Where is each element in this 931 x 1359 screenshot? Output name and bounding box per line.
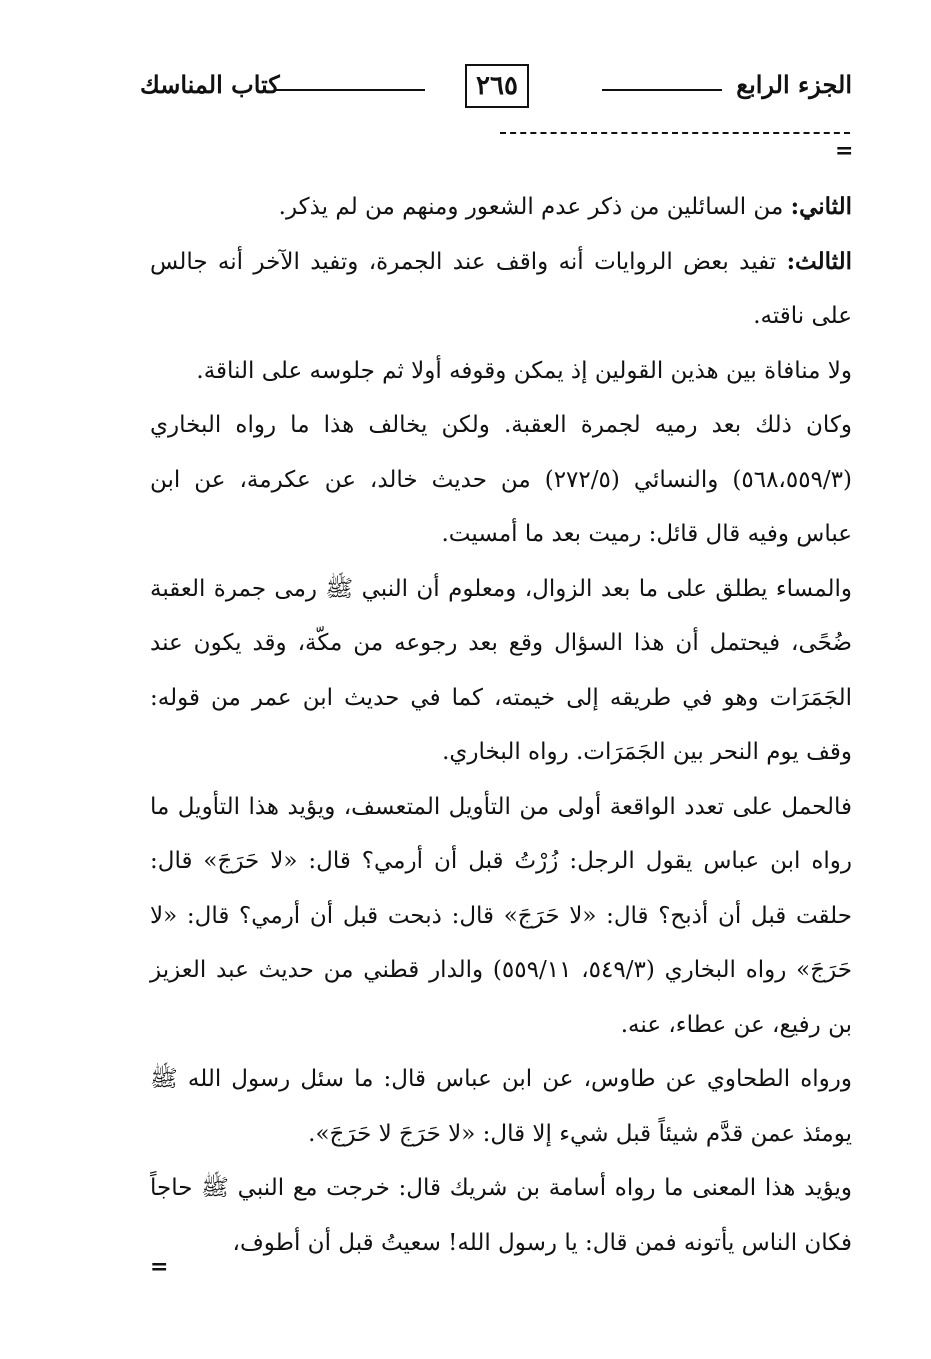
paragraph-third <box>150 235 852 344</box>
paragraph: ورواه الطحاوي عن طاوس، عن ابن عباس قال: ما سئل رسول الله ﷺ يومئذ عمن قدَّم شيئاً قبل شيء إلا قال: «لا حَرَجَ لا حَرَجَ». <box>150 1066 852 1147</box>
paragraph-label: الثاني: <box>790 193 852 220</box>
page-number: ٢٦٥ <box>465 64 529 108</box>
paragraph: ويؤيد هذا المعنى ما رواه أسامة بن شريك قال: خرجت مع النبي ﷺ حاجاً فكان الناس يأتونه فمن قال: يا رسول الله! سعيتُ قبل أن أطوف، <box>150 1175 852 1256</box>
paragraph-label: الثالث: <box>786 247 852 275</box>
paragraph-text: تفيد بعض الروايات أنه واقف عند الجمرة، وتفيد الآخر أنه جالس على ناقته. <box>150 248 852 329</box>
paragraph: وكان ذلك بعد رميه لجمرة العقبة. ولكن يخالف هذا ما رواه البخاري (٥٦٨،٥٥٩/٣) والنسائي (٢٧٢/٥) من حديث خالد، عن عكرمة، عن ابن عباس وفيه قال قائل: رميت بعد ما أمسيت. <box>150 412 852 547</box>
paragraph: والمساء يطلق على ما بعد الزوال، ومعلوم أن النبي ﷺ رمى جمرة العقبة ضُحًى، فيحتمل أن هذا السؤال وقع بعد رجوعه من مكّة، وقد يكون عند الجَمَرَات وهو في طريقه إلى خيمته، كما في حديث ابن عمر من قوله: وقف يوم النحر بين الجَمَرَات. رواه البخاري. <box>150 575 852 765</box>
header-rule-left <box>275 89 425 91</box>
paragraph-second <box>150 180 852 235</box>
continuation-mark-bottom: = <box>150 1254 169 1280</box>
paragraph-text: من السائلين من ذكر عدم الشعور ومنهم من لم يذكر. <box>278 194 791 220</box>
paragraph: ولا منافاة بين هذين القولين إذ يمكن وقوفه أولا ثم جلوسه على الناقة. <box>196 357 852 384</box>
continuation-mark-top: = <box>835 138 854 164</box>
header-rule-right <box>602 89 722 91</box>
paragraph: فالحمل على تعدد الواقعة أولى من التأويل المتعسف، ويؤيد هذا التأويل ما رواه ابن عباس يقول الرجل: زُرْتُ قبل أن أرمي؟ قال: «لا حَرَجَ» قال: حلقت قبل أن أذبح؟ قال: «لا حَرَجَ» قال: ذبحت قبل أن أرمي؟ قال: «لا حَرَجَ» رواه البخاري (٥٤٩/٣، ٥٥٩/١١) والدار قطني من حديث عبد العزيز بن رفيع، عن عطاء، عنه. <box>150 793 852 1038</box>
page-body <box>150 180 852 1270</box>
book-title: كتاب المناسك <box>140 70 280 99</box>
dashed-separator <box>500 132 850 134</box>
page-header <box>140 64 852 114</box>
volume-title: الجزء الرابع <box>736 70 852 99</box>
